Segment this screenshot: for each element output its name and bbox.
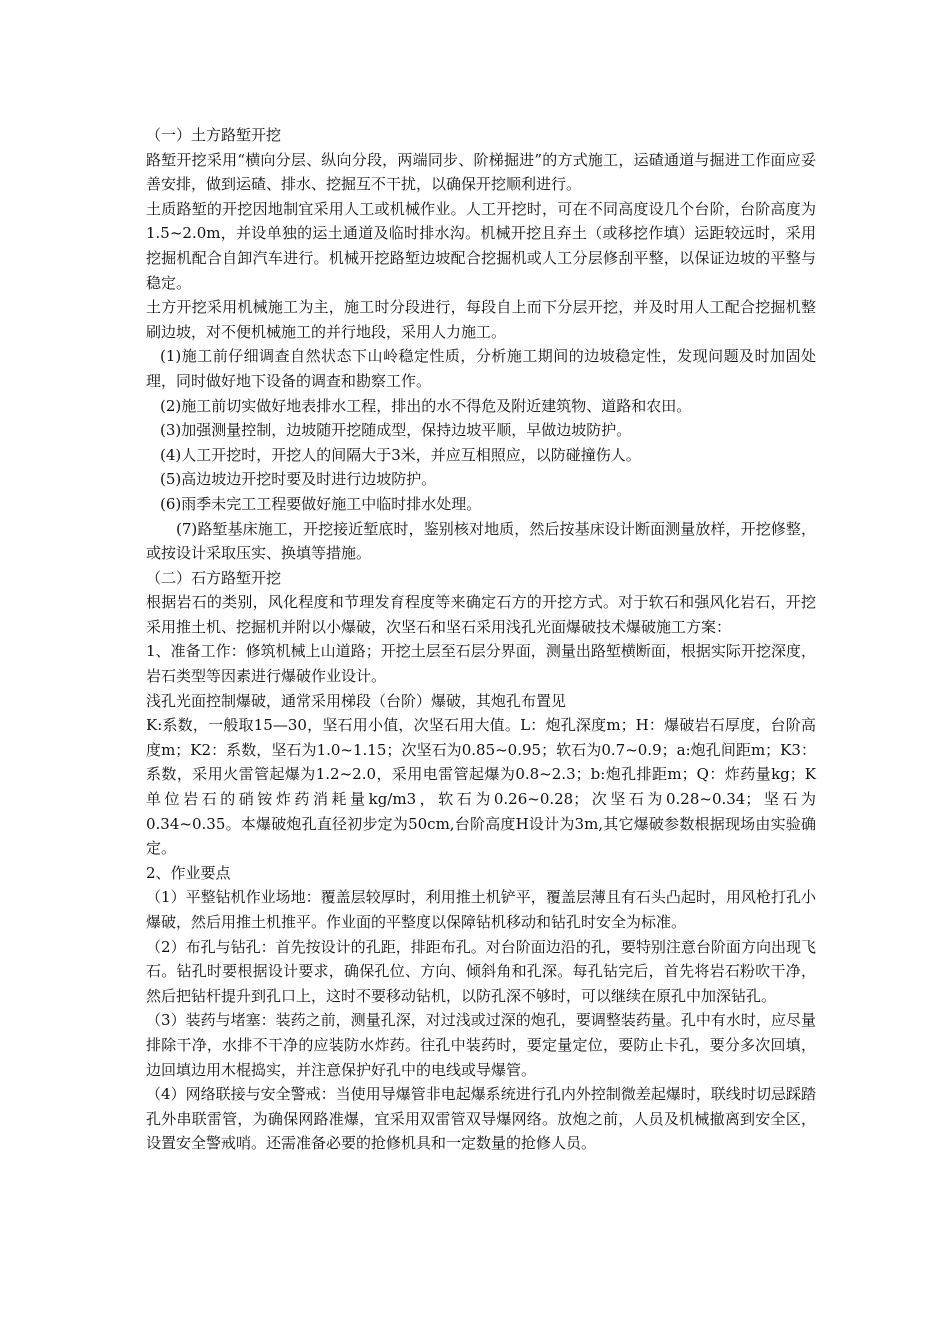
- paragraph: 路堑开挖采用“横向分层、纵向分段，两端同步、阶梯掘进”的方式施工，运碴通道与掘进工作面应妥善安排，做到运碴、排水、挖掘互不干扰，以确保开挖顺利进行。: [146, 150, 816, 194]
- list-item: (7)路堑基床施工，开挖接近堑底时，鉴别核对地质，然后按基床设计断面测量放样，开挖修整，或按设计采取压实、换填等措施。: [146, 519, 816, 563]
- paragraph: （3）装药与堵塞：装药之前，测量孔深，对过浅或过深的炮孔，要调整装药量。孔中有水时，应尽量排除干净，水排不干净的应装防水炸药。往孔中装药时，要定量定位，要防止卡孔，要分多次回填，边回填边用木棍捣实，并注意保护好孔中的电线或导爆管。: [146, 1011, 816, 1079]
- paragraph: （1）平整钻机作业场地：覆盖层较厚时，利用推土机铲平，覆盖层薄且有石头凸起时，用风枪打孔小爆破，然后用推土机推平。作业面的平整度以保障钻机移动和钻孔时安全为标准。: [146, 888, 816, 931]
- subheading-operation-points: 2、作业要点: [146, 863, 231, 882]
- paragraph: 浅孔光面控制爆破，通常采用梯段（台阶）爆破，其炮孔布置见: [146, 691, 567, 710]
- list-item: (3)加强测量控制，边坡随开挖随成型，保持边坡平顺，早做边坡防护。: [160, 421, 632, 440]
- paragraph: 土方开挖采用机械施工为主，施工时分段进行，每段自上而下分层开挖，并及时用人工配合挖掘机整刷边坡，对不便机械施工的并行地段，采用人力施工。: [146, 298, 816, 341]
- paragraph: 土质路堑的开挖因地制宜采用人工或机械作业。人工开挖时，可在不同高度设几个台阶，台阶高度为1.5~2.0m，并设单独的运土通道及临时排水沟。机械开挖且弃土（或移挖作填）运距较远时，采用挖掘机配合自卸汽车进行。机械开挖路堑边坡配合挖掘机或人工分层修刮平整，以保证边坡的平整与稳定。: [146, 199, 816, 292]
- paragraph: 1、准备工作：修筑机械上山道路；开挖土层至石层分界面，测量出路堑横断面，根据实际开挖深度，岩石类型等因素进行爆破作业设计。: [146, 642, 816, 686]
- section-heading-earth-cut: （一）土方路堑开挖: [146, 126, 282, 144]
- paragraph: （4）网络联接与安全警戒：当使用导爆管非电起爆系统进行孔内外控制微差起爆时，联线时切忌踩踏孔外串联雷管，为确保网路准爆，宜采用双雷管双导爆网络。放炮之前，人员及机械撤离到安全区，设置安全警戒哨。还需准备必要的抢修机具和一定数量的抢修人员。: [146, 1085, 816, 1153]
- list-item: (1)施工前仔细调查自然状态下山岭稳定性质，分析施工期间的边坡稳定性，发现问题及时加固处理，同时做好地下设备的调查和勘察工作。: [146, 347, 816, 390]
- list-item: (2)施工前切实做好地表排水工程，排出的水不得危及附近建筑物、道路和农田。: [160, 396, 692, 415]
- list-item: (4)人工开挖时，开挖人的间隔大于3米，并应互相照应，以防碰撞伤人。: [160, 445, 641, 464]
- section-heading-rock-cut: （二）石方路堑开挖: [146, 568, 282, 587]
- paragraph: K:系数，一般取15—30，坚石用小值，次坚石用大值。L：炮孔深度m；H：爆破岩石厚度，台阶高度m；K2：系数，坚石为1.0~1.15；次坚石为0.85~0.95；软石为0.7~0.9；a:炮孔间距m；K3：系数，采用火雷管起爆为1.2~2.0，采用电雷管起爆为0.8~2.3；b:炮孔排距m；Q：炸药量kg；K单位岩石的硝铵炸药消耗量kg/m3，软石为0.26~0.28；次坚石为0.28~0.34；坚石为0.34~0.35。本爆破炮孔直径初步定为50cm,台阶高度H设计为3m,其它爆破参数根据现场由实验确定。: [146, 716, 816, 858]
- list-item: (5)高边坡边开挖时要及时进行边坡防护。: [160, 470, 437, 489]
- list-item: (6)雨季未完工工程要做好施工中临时排水处理。: [160, 494, 482, 513]
- paragraph: （2）布孔与钻孔：首先按设计的孔距，排距布孔。对台阶面边沿的孔，要特别注意台阶面方向出现飞石。钻孔时要根据设计要求，确保孔位、方向、倾斜角和孔深。每孔钻完后，首先将岩石粉吹干净，然后把钻杆提升到孔口上，这时不要移动钻机，以防孔深不够时，可以继续在原孔中加深钻孔。: [146, 937, 816, 1005]
- paragraph: 根据岩石的类别，风化程度和节理发育程度等来确定石方的开挖方式。对于软石和强风化岩石，开挖采用推土机、挖掘机并附以小爆破，次坚石和坚石采用浅孔光面爆破技术爆破施工方案：: [146, 593, 816, 636]
- document-body: [146, 123, 816, 1156]
